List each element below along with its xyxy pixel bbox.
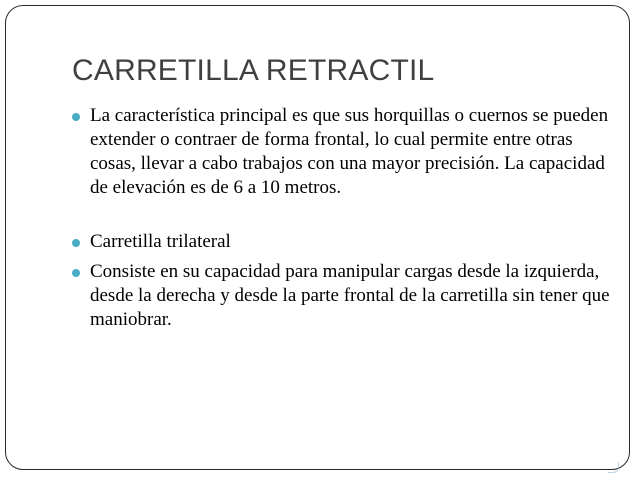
bullet-list [72,104,620,332]
bullet-text: Consiste en su capacidad para manipular cargas desde la izquierda, desde la derecha y desde la parte frontal de la carretilla sin tener que maniobrar. [90,261,610,330]
bullet-dot-icon [72,239,80,247]
bullet-dot-icon [72,113,80,121]
bullet-item [72,104,620,200]
bullet-text: Carretilla trilateral [90,231,231,252]
slide-corner-decoration [608,462,619,473]
bullet-item [72,260,620,332]
slide-title: CARRETILLA RETRACTIL [72,54,435,87]
bullet-dot-icon [72,269,80,277]
bullet-text: La característica principal es que sus horquillas o cuernos se pueden extender o contraer de forma frontal, lo cual permite entre otras cosas, llevar a cabo trabajos con una mayor precisión. La capacidad de elevación es de 6 a 10 metros. [90,105,609,198]
bullet-item [72,230,620,254]
